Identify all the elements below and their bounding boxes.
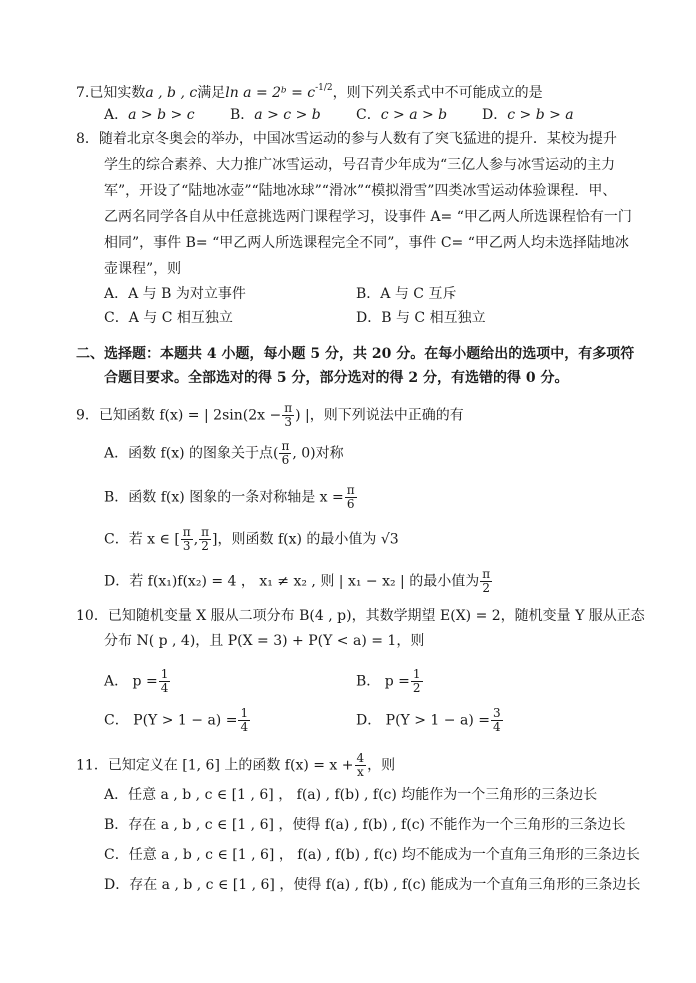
q9-option-b-pre: B．函数 f(x) 图象的一条对称轴是 x = — [104, 489, 344, 506]
q8-line-1: 8．随着北京冬奥会的举办，中国冰雪运动的参与人数有了突飞猛进的提升．某校为提升 — [76, 131, 617, 147]
q10-option-a-frac-den: 4 — [160, 681, 169, 695]
q9-stem-fraction — [282, 402, 294, 429]
q8-option-c-label: C． — [104, 310, 129, 326]
q10-option-d — [356, 707, 504, 734]
q9-stem — [76, 402, 464, 429]
q10-option-b-fraction — [411, 668, 423, 695]
q8-option-c-text: A 与 C 相互独立 — [128, 310, 233, 326]
q8-line-5: 相同”，事件 B= “甲乙两人所选课程完全不同”，事件 C= “甲乙两人均未选择陆地冰 — [104, 235, 629, 251]
q10-option-d-fraction — [491, 707, 503, 734]
q8-option-b — [356, 284, 456, 304]
q11-stem-pre: 11．已知定义在 [1, 6] 上的函数 f(x) = x + — [76, 757, 354, 774]
q8-line-4: 乙两名同学各自从中任意挑选两门课程学习，设事件 A= “甲乙两人所选课程恰有一门 — [104, 209, 632, 225]
q10-option-d-frac-num: 3 — [492, 706, 501, 720]
q9-option-a-frac-den: 6 — [281, 453, 290, 467]
q7-equation: ln a = 2ᵇ = c — [225, 85, 316, 101]
q9-option-c-frac1-num: π — [182, 525, 191, 539]
q10-option-c-frac-num: 1 — [240, 706, 249, 720]
q10-option-d-text: D． P(Y > 1 − a) = — [356, 712, 490, 729]
q10-option-a-fraction — [159, 668, 171, 695]
q7-stem-mid: 满足 — [197, 85, 226, 101]
q9-stem-frac-num: π — [284, 401, 293, 415]
q9-option-c-pre: C．若 x ∈ [ — [104, 531, 180, 548]
q9-option-a-post: , 0)对称 — [292, 445, 344, 462]
q7-option-d-text: c > b > a — [507, 107, 574, 123]
q9-option-a-fraction — [279, 440, 291, 467]
q9-option-c-frac1-den: 3 — [182, 539, 191, 553]
q9-stem-post: ) |，则下列说法中正确的有 — [295, 407, 464, 424]
q11-stem — [76, 752, 395, 779]
q8-line-2: 学生的综合素养、大力推广冰雪运动，号召青少年成为“三亿人参与冰雪运动的主力 — [104, 157, 616, 173]
section-2-header-line-1: 二、选择题：本题共 4 小题，每小题 5 分，共 20 分。在每小题给出的选项中，有多项符 — [76, 346, 635, 362]
q7-option-a — [104, 105, 195, 125]
q10-option-c — [104, 707, 251, 734]
q8-line-6: 壶课程”，则 — [104, 261, 182, 277]
q9-option-d-frac-num: π — [482, 567, 491, 581]
q9-stem-pre: 9．已知函数 f(x) = | 2sin(2x − — [76, 407, 282, 424]
q8-option-a — [104, 284, 246, 304]
q7-vars: a , b , c — [145, 85, 198, 101]
q7-option-c-label: C． — [356, 107, 381, 123]
q7-option-b-text: a > c > b — [254, 107, 321, 123]
q9-option-c-frac2-den: 2 — [201, 539, 209, 553]
q9-option-d-pre: D．若 f(x₁)f(x₂) = 4 ， x₁ ≠ x₂ , 则 | x₁ − x₂ | 的最小值为 — [104, 573, 480, 590]
q7-option-b-label: B． — [230, 107, 255, 123]
q10-option-a — [104, 668, 171, 695]
q10-option-d-frac-den: 4 — [492, 720, 501, 734]
q11-option-a: A．任意 a , b , c ∈ [1 , 6] ， f(a) , f(b) , f(c) 均能作为一个三角形的三条边长 — [104, 787, 598, 803]
q8-option-a-label: A． — [104, 286, 129, 302]
q9-stem-frac-den: 3 — [284, 415, 292, 429]
q9-option-a — [104, 440, 344, 467]
q7-exponent: -1/2 — [315, 83, 333, 93]
q7-stem-post: ，则下列关系式中不可能成立的是 — [332, 85, 543, 101]
q7-option-a-label: A． — [104, 107, 129, 123]
q8-option-d-text: B 与 C 相互独立 — [381, 310, 486, 326]
q8-option-d-label: D． — [356, 310, 382, 326]
q11-option-c: C．任意 a , b , c ∈ [1 , 6] ， f(a) , f(b) , f(c) 均不能成为一个直角三角形的三条边长 — [104, 847, 640, 863]
q9-option-d-frac-den: 2 — [482, 581, 490, 595]
q10-option-b — [356, 668, 424, 695]
q10-option-a-text: A． p = — [104, 673, 158, 690]
q10-line-1: 10．已知随机变量 X 服从二项分布 B(4 , p)，其数学期望 E(X) = 2，随机变量 Y 服从正态 — [76, 608, 645, 624]
q10-option-b-text: B． p = — [356, 673, 410, 690]
q10-option-a-frac-num: 1 — [160, 667, 169, 681]
q7-option-d — [482, 105, 574, 125]
q9-option-a-frac-num: π — [281, 439, 290, 453]
q9-option-a-pre: A．函数 f(x) 的图象关于点( — [104, 445, 279, 462]
q9-option-b-frac-num: π — [346, 483, 355, 497]
q9-option-d — [104, 568, 493, 595]
q10-option-c-text: C． P(Y > 1 − a) = — [104, 712, 238, 729]
q8-option-a-text: A 与 B 为对立事件 — [128, 286, 246, 302]
q8-option-b-text: A 与 C 互斥 — [380, 286, 457, 302]
q8-line-3: 军”，开设了“陆地冰壶”“陆地冰球”“滑冰”“模拟滑雪”四类冰雪运动体验课程．甲、 — [104, 183, 617, 199]
q7-option-b — [230, 105, 321, 125]
q9-option-c-post: ]，则函数 f(x) 的最小值为 √3 — [212, 531, 399, 548]
q10-line-2: 分布 N( p , 4)，且 P(X = 3) + P(Y < a) = 1，则 — [104, 633, 425, 649]
q8-option-d — [356, 308, 486, 328]
q11-stem-post: ，则 — [367, 757, 396, 774]
q9-option-c: C．若 x ∈ [ $\frac{\pi}{3}$ , $\frac{\pi}{2}$ ]，则函数 f(x) 的最小值为 √3 — [104, 525, 399, 553]
q7-option-c-text: c > a > b — [380, 107, 448, 123]
q8-option-c — [104, 308, 233, 328]
q8-option-b-label: B． — [356, 286, 381, 302]
q9-option-c-fraction-2 — [199, 526, 211, 553]
q11-option-b: B．存在 a , b , c ∈ [1 , 6] ，使得 f(a) , f(b) , f(c) 不能作为一个三角形的三条边长 — [104, 817, 626, 833]
q9-option-b — [104, 484, 358, 511]
q10-option-b-frac-num: 1 — [412, 667, 421, 681]
q9-option-b-frac-den: 6 — [346, 497, 355, 511]
q7-stem-pre: 7.已知实数 — [76, 85, 146, 101]
q11-stem-frac-num: 4 — [356, 751, 365, 765]
q10-option-b-frac-den: 2 — [412, 681, 421, 695]
q10-option-c-frac-den: 4 — [240, 720, 249, 734]
q7-option-d-label: D． — [482, 107, 508, 123]
q9-option-d-fraction — [480, 568, 492, 595]
q10-option-c-fraction — [238, 707, 250, 734]
q7-stem — [76, 78, 543, 103]
q9-option-b-fraction — [345, 484, 357, 511]
q9-option-c-frac2-num: π — [201, 525, 210, 539]
section-2-header-line-2: 合题目要求。全部选对的得 5 分，部分选对的得 2 分，有选错的得 0 分。 — [104, 370, 569, 386]
q9-option-c-fraction-1 — [181, 526, 193, 553]
q11-stem-frac-den: x — [356, 765, 364, 779]
q11-stem-fraction — [355, 752, 367, 779]
q7-option-c — [356, 105, 447, 125]
q11-option-d: D．存在 a , b , c ∈ [1 , 6] ，使得 f(a) , f(b) , f(c) 能成为一个直角三角形的三条边长 — [104, 877, 641, 893]
q7-option-a-text: a > b > c — [128, 107, 195, 123]
